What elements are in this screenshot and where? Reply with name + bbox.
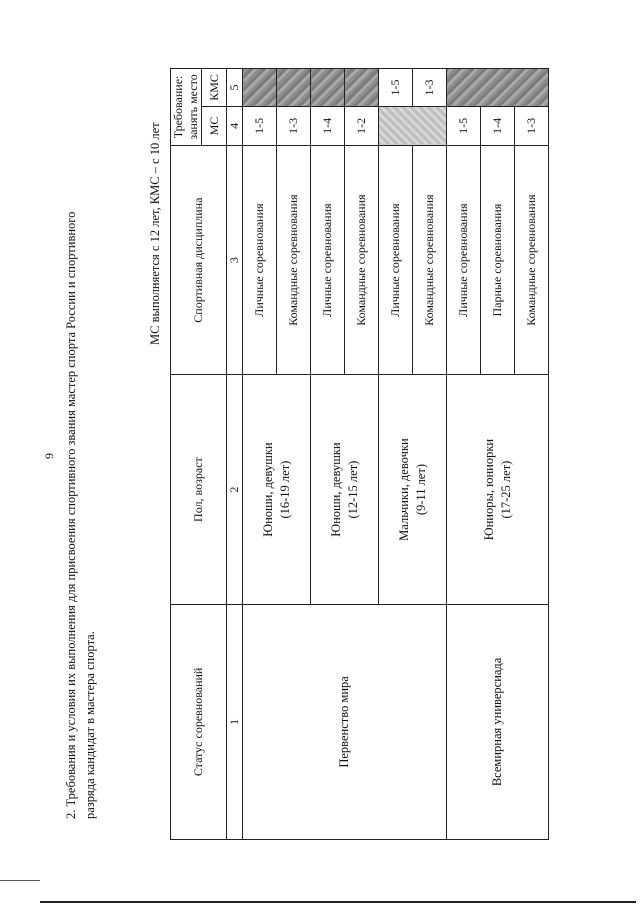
status-cell: Всемирная универсиада bbox=[447, 604, 549, 839]
kms-cell: 1-5 bbox=[379, 69, 413, 107]
discipline-cell: Командные соревнования bbox=[515, 145, 549, 374]
age-line-2: (12-15 лет) bbox=[345, 460, 360, 519]
discipline-cell: Командные соревнования bbox=[413, 145, 447, 374]
age-line-2: (9-11 лет) bbox=[413, 464, 428, 516]
header-kms: КМС bbox=[202, 69, 227, 107]
header-ms: МС bbox=[202, 106, 227, 145]
discipline-cell: Личные соревнования bbox=[311, 145, 345, 374]
heading-line-2: разряда кандидат в мастера спорта. bbox=[82, 631, 97, 819]
age-line-1: Юноши, девушки bbox=[260, 442, 275, 537]
column-number-3: 3 bbox=[227, 145, 243, 374]
ms-cell: 1-5 bbox=[243, 106, 277, 145]
scan-edge-mark bbox=[0, 880, 40, 881]
ms-cell: 1-3 bbox=[515, 106, 549, 145]
scan-edge bbox=[40, 901, 636, 903]
column-number-2: 2 bbox=[227, 375, 243, 604]
discipline-cell: Командные соревнования bbox=[277, 145, 311, 374]
age-line-1: Юноши, девушки bbox=[328, 442, 343, 537]
kms-cell bbox=[345, 69, 379, 107]
kms-cell bbox=[277, 69, 311, 107]
discipline-cell: Личные соревнования bbox=[447, 145, 481, 374]
ms-cell: 1-4 bbox=[481, 106, 515, 145]
discipline-cell: Парные соревнования bbox=[481, 145, 515, 374]
ms-cell: 1-2 bbox=[345, 106, 379, 145]
kms-cell bbox=[243, 69, 277, 107]
header-age: Пол, возраст bbox=[171, 375, 227, 604]
age-note: МС выполняется с 12 лет, КМС – с 10 лет bbox=[148, 122, 162, 345]
age-cell bbox=[243, 375, 311, 604]
kms-cell bbox=[447, 69, 549, 107]
discipline-cell: Личные соревнования bbox=[243, 145, 277, 374]
ms-cell: 1-5 bbox=[447, 106, 481, 145]
header-requirement: Требование: занять место bbox=[171, 69, 202, 146]
status-cell: Первенство мира bbox=[243, 604, 447, 839]
ms-cell: 1-4 bbox=[311, 106, 345, 145]
discipline-cell: Командные соревнования bbox=[345, 145, 379, 374]
section-heading bbox=[62, 59, 100, 819]
ms-cell bbox=[379, 106, 447, 145]
ms-cell: 1-3 bbox=[277, 106, 311, 145]
page-number: 9 bbox=[42, 453, 56, 459]
age-line-2: (16-19 лет) bbox=[277, 460, 292, 519]
column-number-5: 5 bbox=[227, 69, 243, 107]
age-cell bbox=[379, 375, 447, 604]
heading-line-1: 2. Требования и условия их выполнения для присвоения спортивного звания мастер спорта России и спортивного bbox=[64, 211, 78, 819]
kms-cell bbox=[311, 69, 345, 107]
column-number-4: 4 bbox=[227, 106, 243, 145]
discipline-cell: Личные соревнования bbox=[379, 145, 413, 374]
age-line-1: Юниоры, юниорки bbox=[481, 438, 496, 541]
requirements-table bbox=[170, 68, 549, 840]
age-cell bbox=[311, 375, 379, 604]
kms-cell: 1-3 bbox=[413, 69, 447, 107]
age-line-2: (17-25 лет) bbox=[498, 460, 513, 519]
header-discipline: Спортивная дисциплина bbox=[171, 145, 227, 374]
header-status: Статус соревнований bbox=[171, 604, 227, 839]
age-cell bbox=[447, 375, 549, 604]
age-line-1: Мальчики, девочки bbox=[396, 438, 411, 541]
column-number-1: 1 bbox=[227, 604, 243, 839]
